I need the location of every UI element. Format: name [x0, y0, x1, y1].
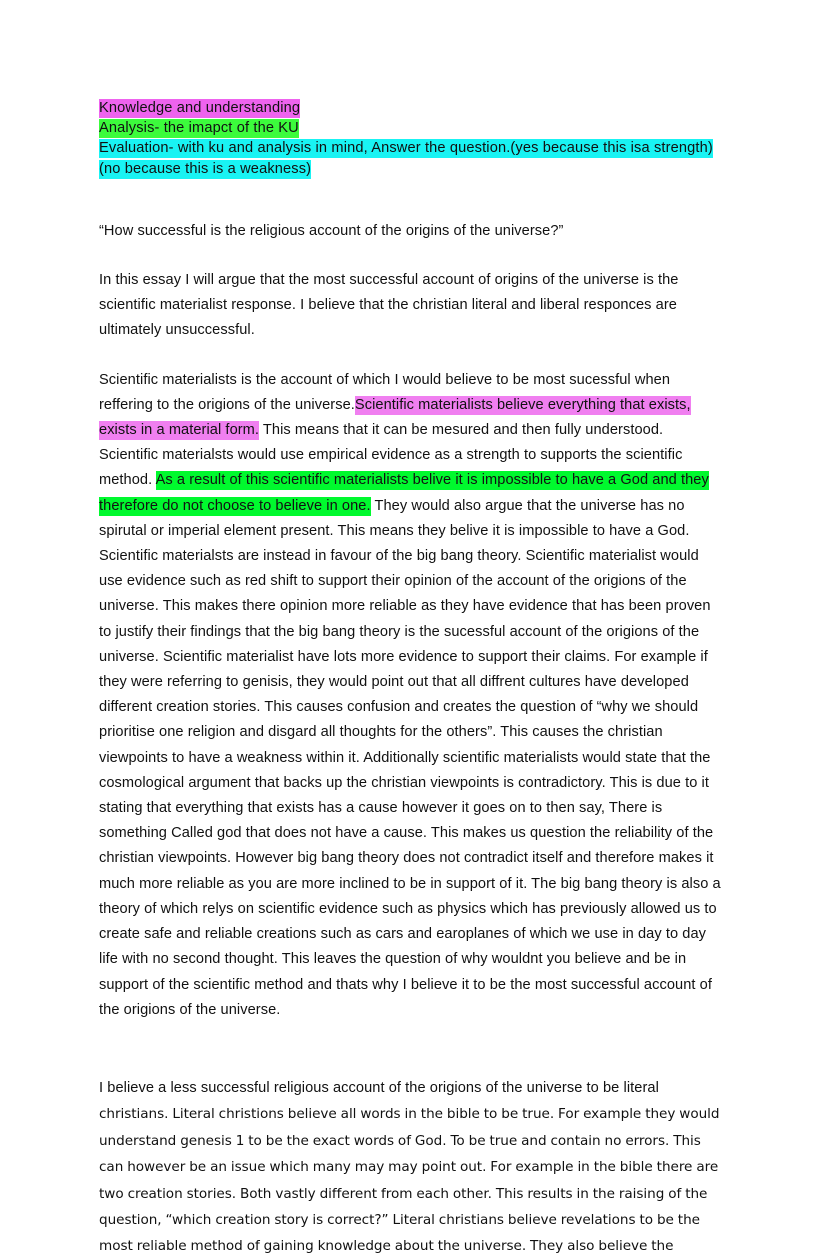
body-highlight-pink: Scientific materialists believe everything that exists, exists in a material form.: [99, 396, 691, 439]
body-segment-5: They would also argue that the universe has no spirutal or imperial element present. This means they belive it is impossible to have a God. Scientific materialsts are instead in favour of the big bang theory. Scientific materialist would use evidence such as red shift to support their opinion of the account of the origions of the universe. This makes there opinion more reliable as they have evidence that has been proven to justify their findings that the big bang theory is the sucessful account of the origions of the universe. Scientific materialist have lots more evidence to support their claims. For example if they were referring to genisis, they would point out that all diffrent cultures have developed different creation stories. This causes confusion and creates the question of “why we should prioritise one religion and disgard all thoughts for the others”. This causes the christian viewpoints to have a weakness within it. Additionally scientific materialists would state that the cosmological argument that backs up the christian viewpoints is contradictory. This is due to it stating that everything that exists has a cause however it goes on to then say, There is something Called god that does not have a cause. This makes us question the reliability of the christian viewpoints. However big bang theory does not contradict itself and therefore makes it much more reliable as you are more inclined to be in support of it. The big bang theory is also a theory of which relys on scientific evidence such as physics which has previously allowed us to create safe and reliable creations such as cars and earoplanes of which we use in day to day life with no second thought. This leaves the question of why wouldnt you believe and be in support of the scientific method and thats why I believe it to be the most successful account of the origions of the universe.: [99, 497, 721, 1018]
rubric-line-knowledge: [99, 98, 724, 118]
spacer-before-closing: [99, 1023, 724, 1075]
body-segment-1: Scientific materialists is the account of which I would believe to be most sucessful when reffering to the origions of the universe.: [99, 371, 671, 413]
rubric-block: [99, 98, 724, 179]
essay-question: “How successful is the religious account of the origins of the universe?”: [99, 222, 564, 239]
rubric-analysis-text: Analysis- the imapct of the KU: [99, 120, 299, 137]
spacer-after-rubric: [99, 179, 724, 219]
body-paragraph: [99, 368, 724, 1023]
document-body: [99, 98, 724, 1260]
rubric-knowledge-text: Knowledge and understanding: [99, 100, 301, 116]
closing-rest-text: christians. Literal christions believe all words in the bible to be true. For example they would understand genesis 1 to be the exact words of God. To be true and contain no errors. This can however be an issue which many may may point out. For example in the bible there are two creation stories. Both vastly different from each other. This results in the raising of the question, “which creation story is correct?” Literal christians believe revelations to be the most reliable method of gaining knowledge about the universe. They also believe the: [99, 1106, 720, 1255]
intro-paragraph: In this essay I will argue that the most successful account of origins of the universe is the scientific materialist response. I believe that the christian literal and liberal responces are ultimately unsuccessful.: [99, 272, 679, 339]
spacer-after-intro: [99, 344, 724, 368]
rubric-line-analysis: [99, 118, 724, 138]
rubric-line-evaluation: [99, 138, 724, 178]
body-segment-3: This means that it can be mesured and then fully understood. Scientific materialsts would use empirical evidence as a strength to supports the scientific method.: [99, 422, 683, 489]
body-highlight-green: As a result of this scientific materialists belive it is impossible to have a God and they therefore do not choose to believe in one.: [99, 472, 709, 514]
spacer-after-question: [99, 244, 724, 268]
closing-paragraph: [99, 1075, 724, 1260]
closing-lead-text: I believe a less successful religious account of the origions of the universe to be literal: [99, 1079, 659, 1096]
rubric-evaluation-text: Evaluation- with ku and analysis in mind, Answer the question.(yes because this isa strength)(no because this is a weakness): [99, 140, 713, 177]
